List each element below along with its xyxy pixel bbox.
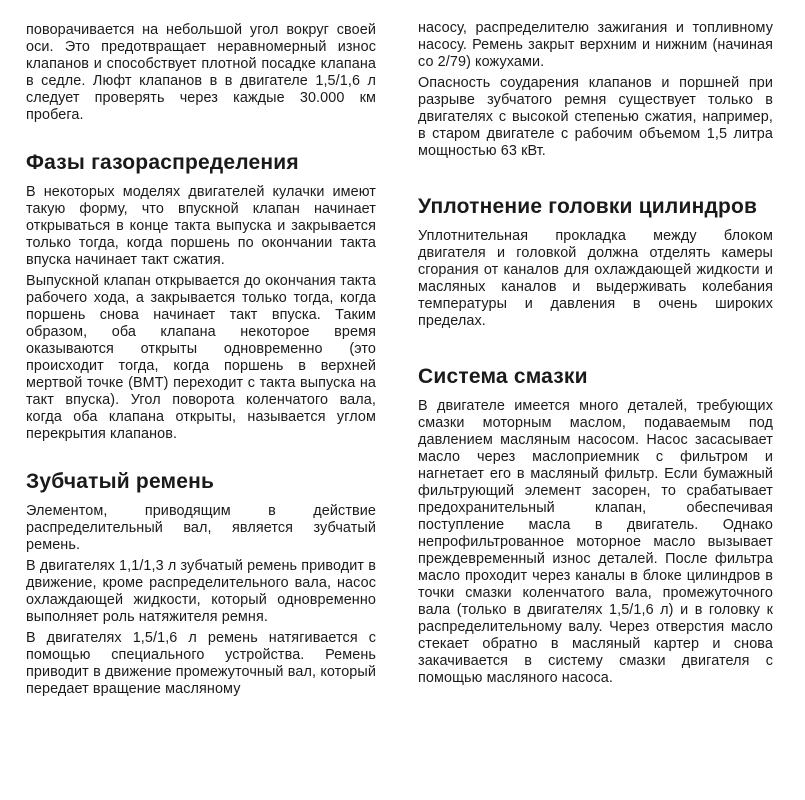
continuation-paragraph: насосу, распределителю зажигания и топливному насосу. Ремень закрыт верхним и нижним (начиная со 2/79) кожухами. [418, 20, 773, 70]
intro-paragraph: поворачивается на небольшой угол вокруг своей оси. Это предотвращает неравномерный износ клапанов и способствует плотной посадке клапана в седле. Люфт клапанов в в двигателе 1,5/1,6 л следует проверять через каждые 30.000 км пробега. [26, 22, 376, 123]
timing-belt-paragraph-3: В двигателях 1,5/1,6 л ремень натягивается с помощью специального устройства. Ремень приводит в движение промежуточный вал, который передает вращение масляному [26, 630, 376, 697]
timing-belt-heading: Зубчатый ремень [26, 470, 215, 493]
timing-belt-paragraph-2: В двигателях 1,1/1,3 л зубчатый ремень приводит в движение, кроме распределительного вала, насос охлаждающей жидкости, который одновременно выполняет роль натяжителя ремня. [26, 558, 376, 625]
valve-timing-paragraph-2: Выпускной клапан открывается до окончания такта рабочего хода, а закрывается только тогда, когда поршень снова начинает такт впуска. Таким образом, оба клапана некоторое время оказываются открыты одновременно (это происходит тогда, когда поршень в верхней мертвой точке (ВМТ) переходит с такта выпуска на такт впуска). Угол поворота коленчатого вала, когда оба клапана открыты, называется углом перекрытия клапанов. [26, 273, 376, 442]
timing-belt-paragraph-1: Элементом, приводящим в действие распределительный вал, является зубчатый ремень. [26, 503, 376, 553]
lubrication-heading: Система смазки [418, 365, 588, 388]
right-column [418, 0, 773, 691]
valve-timing-heading: Фазы газораспределения [26, 151, 299, 174]
left-column [26, 0, 376, 702]
valve-timing-paragraph-1: В некоторых моделях двигателей кулачки имеют такую форму, что впускной клапан начинает открываться в конце такта выпуска и закрывается только тогда, когда поршень по окончании такта впуска начинает такт сжатия. [26, 184, 376, 268]
head-seal-heading: Уплотнение головки цилиндров [418, 195, 758, 218]
head-seal-paragraph: Уплотнительная прокладка между блоком двигателя и головкой должна отделять камеры сгорания от каналов для охлаждающей жидкости и масляных каналов и выдерживать колебания температуры и давления в очень широких пределах. [418, 228, 773, 329]
lubrication-paragraph: В двигателе имеется много деталей, требующих смазки моторным маслом, подаваемым под давлением масляным насосом. Насос засасывает масло через маслоприемник с фильтром и нагнетает его в масляный фильтр. Если бумажный фильтрующий элемент засорен, то срабатывает предохранительный клапан, обеспечивая поступление масла в двигатель. Однако непрофильтрованное моторное масло вызывает преждевременный износ деталей. После фильтра масло проходит через каналы в блоке цилиндров в точки смазки коленчатого вала, промежуточного вала (только в двигателях 1,5/1,6 л) и в головку к распределительному валу. Через отверстия масло стекает обратно в масляный картер и снова закачивается в систему смазки двигателя с помощью масляного насоса. [418, 398, 773, 686]
collision-paragraph: Опасность соударения клапанов и поршней при разрыве зубчатого ремня существует только в двигателях с высокой степенью сжатия, например, в старом двигателе с рабочим объемом 1,5 литра мощностью 63 кВт. [418, 75, 773, 159]
